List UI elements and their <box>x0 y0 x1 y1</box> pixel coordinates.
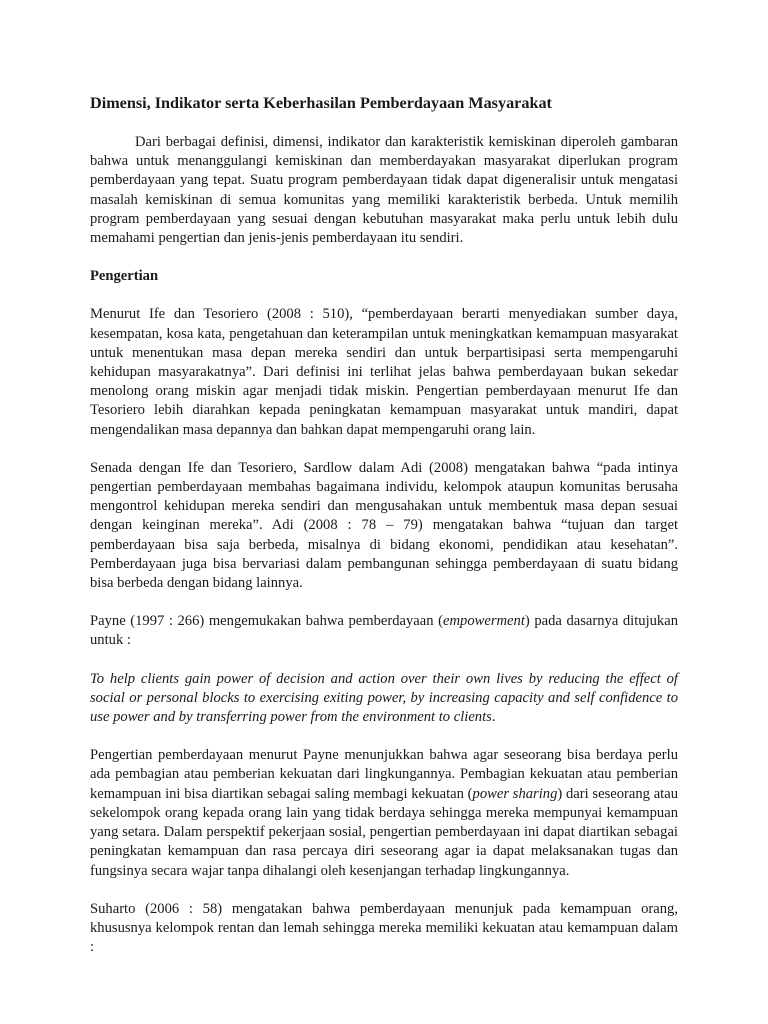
quote-period: . <box>491 709 496 726</box>
document-title: Dimensi, Indikator serta Keberhasilan Pemberdayaan Masyarakat <box>90 94 552 112</box>
paragraph-ife: Menurut Ife dan Tesoriero (2008 : 510), “pemberdayaan berarti menyediakan sumber daya, kesempatan, kosa kata, pengetahuan dan keterampilan untuk meningkatkan kemampuan masyarakat untuk menentukan masa depan mereka sendiri dan untuk berpartisipasi serta mempengaruhi kehidupan masyarakatnya”. Dari definisi ini terlihat jelas bahwa pemberdayaan bukan sekedar menolong orang miskin agar menjadi tidak miskin. Pengertian pemberdayaan menurut Ife dan Tesoriero lebih diarahkan kepada peningkatan kemampuan masyarakat untuk mandiri, dapat mengendalikan masa depannya dan bahkan dapat mempengaruhi orang lain. <box>90 306 678 438</box>
paragraph-senada: Senada dengan Ife dan Tesoriero, Sardlow dalam Adi (2008) mengatakan bahwa “pada intinya pengertian pemberdayaan membahas bagaimana individu, kelompok ataupun komunitas berusaha mengontrol kehidupan mereka sendiri dan mengusahakan untuk membentuk masa depan sesuai dengan keinginan mereka”. Adi (2008 : 78 – 79) mengatakan bahwa “tujuan dan target pemberdayaan bisa saja berbeda, misalnya di bidang ekonomi, pendidikan atau kesehatan”. Pemberdayaan juga bisa bervariasi dalam pembangunan sehingga pemberdayaan di suatu bidang bisa berbeda dengan bidang lainnya. <box>90 459 678 592</box>
paragraph-power-sharing <box>90 746 678 880</box>
section-heading-pengertian: Pengertian <box>90 268 159 285</box>
payne-text-before: Payne (1997 : 266) mengemukakan bahwa pemberdayaan ( <box>90 613 443 630</box>
quote-paragraph <box>90 670 678 728</box>
power-text-before: Pengertian pemberdayaan menurut Payne menunjukkan bahwa agar seseorang bisa berdaya perlu ada pembagian atau pemberian kekuatan dari lingkungannya. Pembagian kekuatan atau pemberian kemampuan ini bisa diartikan sebagai saling membagi kekuatan ( <box>90 747 678 802</box>
payne-text-after: ) pada dasarnya ditujukan untuk : <box>90 613 679 649</box>
power-text-after: ) dari seseorang atau sekelompok orang kepada orang lain yang tidak berdaya sehingga mereka mempunyai kemampuan yang setara. Dalam perspektif pekerjaan sosial, pengertian pemberdayaan ini dapat diartikan sebagai peningkatan kemampuan dan rasa percaya diri seseorang agar ia dapat melaksanakan tugas dan fungsinya secara wajar tanpa dihalangi oleh kesenjangan terhadap lingkungannya. <box>90 785 679 879</box>
paragraph-payne <box>90 612 678 650</box>
paragraph-suharto: Suharto (2006 : 58) mengatakan bahwa pemberdayaan menunjuk pada kemampuan orang, khususnya kelompok rentan dan lemah sehingga mereka memiliki kekuatan atau kemampuan dalam : <box>90 900 678 956</box>
quote-text: To help clients gain power of decision and action over their own lives by reducing the effect of social or personal blocks to exercising exiting power, by increasing capacity and self confidence to use power and by transferring power from the environment to clients <box>90 670 678 726</box>
intro-paragraph: Dari berbagai definisi, dimensi, indikator dan karakteristik kemiskinan diperoleh gambaran bahwa untuk menanggulangi kemiskinan dan memberdayakan masyarakat diperlukan program pemberdayaan yang tepat. Suatu program pemberdayaan tidak dapat digeneralisir untuk mengatasi masalah kemiskinan di semua komunitas yang memiliki karakteristik berbeda. Untuk memilih program pemberdayaan yang sesuai dengan kebutuhan masyarakat maka perlu untuk lebih dulu memahami pengertian dan jenis-jenis pemberdayaan itu sendiri. <box>90 134 678 247</box>
payne-emphasis: empowerment <box>443 613 525 630</box>
power-emphasis: power sharing <box>472 785 558 802</box>
